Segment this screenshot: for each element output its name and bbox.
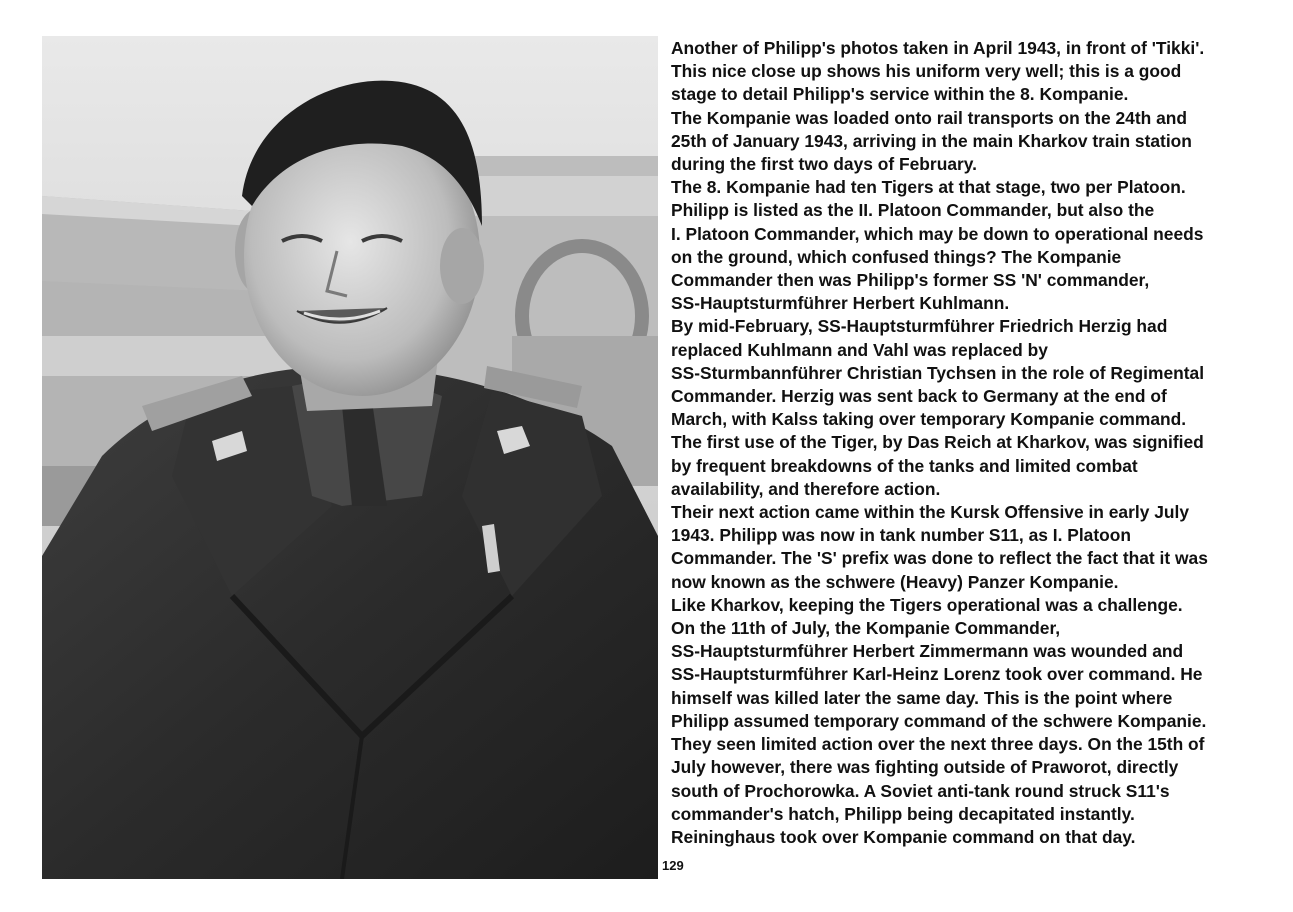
caption-line: SS-Hauptsturmführer Herbert Zimmermann was wounded and xyxy=(671,641,1184,662)
caption-line: Commander then was Philipp's former SS 'N' commander, xyxy=(671,270,1150,291)
caption-line: SS-Hauptsturmführer Karl-Heinz Lorenz took over command. He xyxy=(671,664,1203,685)
caption-line: during the first two days of February. xyxy=(671,154,977,175)
caption-line: 1943. Philipp was now in tank number S11, as I. Platoon xyxy=(671,525,1132,546)
caption-line: July however, there was fighting outside of Praworot, directly xyxy=(671,757,1179,778)
caption-line: The 8. Kompanie had ten Tigers at that stage, two per Platoon. xyxy=(671,177,1186,198)
page-number: 129 xyxy=(662,858,684,873)
caption-line: SS-Sturmbannführer Christian Tychsen in the role of Regimental xyxy=(671,362,1205,383)
caption-line: Philipp assumed temporary command of the schwere Kompanie. xyxy=(671,710,1207,731)
caption-line: Another of Philipp's photos taken in April 1943, in front of 'Tikki'. xyxy=(671,38,1205,58)
caption-line: Commander. Herzig was sent back to Germany at the end of xyxy=(671,386,1167,407)
caption-line: Reininghaus took over Kompanie command on that day. xyxy=(671,826,1136,847)
caption-line: Commander. The 'S' prefix was done to reflect the fact that it was xyxy=(671,548,1208,569)
caption-line: now known as the schwere (Heavy) Panzer Kompanie. xyxy=(671,571,1119,592)
caption-line: himself was killed later the same day. This is the point where xyxy=(671,687,1173,708)
caption-line: stage to detail Philipp's service within the 8. Kompanie. xyxy=(671,84,1129,105)
caption-line: on the ground, which confused things? The Kompanie xyxy=(671,246,1122,267)
caption-line: 25th of January 1943, arriving in the main Kharkov train station xyxy=(671,130,1192,151)
caption-line: Like Kharkov, keeping the Tigers operational was a challenge. xyxy=(671,594,1183,615)
caption-line: by frequent breakdowns of the tanks and limited combat xyxy=(671,455,1138,476)
caption-line: March, with Kalss taking over temporary Kompanie command. xyxy=(671,409,1187,430)
caption-line: I. Platoon Commander, which may be down to operational needs xyxy=(671,223,1204,244)
caption-line: On the 11th of July, the Kompanie Commander, xyxy=(671,618,1061,639)
portrait-photo xyxy=(42,36,658,879)
caption-line: By mid-February, SS-Hauptsturmführer Friedrich Herzig had xyxy=(671,316,1168,337)
caption-line: The first use of the Tiger, by Das Reich at Kharkov, was signified xyxy=(671,432,1204,453)
caption-line: replaced Kuhlmann and Vahl was replaced by xyxy=(671,339,1048,360)
caption-line: The Kompanie was loaded onto rail transports on the 24th and xyxy=(671,107,1187,128)
caption-text xyxy=(671,37,1261,849)
caption-line: SS-Hauptsturmführer Herbert Kuhlmann. xyxy=(671,293,1010,314)
caption-line: availability, and therefore action. xyxy=(671,478,941,499)
caption-line: south of Prochorowka. A Soviet anti-tank round struck S11's xyxy=(671,780,1170,801)
caption-line: They seen limited action over the next three days. On the 15th of xyxy=(671,734,1205,755)
caption-line: commander's hatch, Philipp being decapitated instantly. xyxy=(671,803,1135,824)
portrait-photo-illustration xyxy=(42,36,658,879)
caption-line: Philipp is listed as the II. Platoon Commander, but also the xyxy=(671,200,1155,221)
caption-line: This nice close up shows his uniform very well; this is a good xyxy=(671,61,1182,82)
caption-line: Their next action came within the Kursk Offensive in early July xyxy=(671,502,1190,523)
